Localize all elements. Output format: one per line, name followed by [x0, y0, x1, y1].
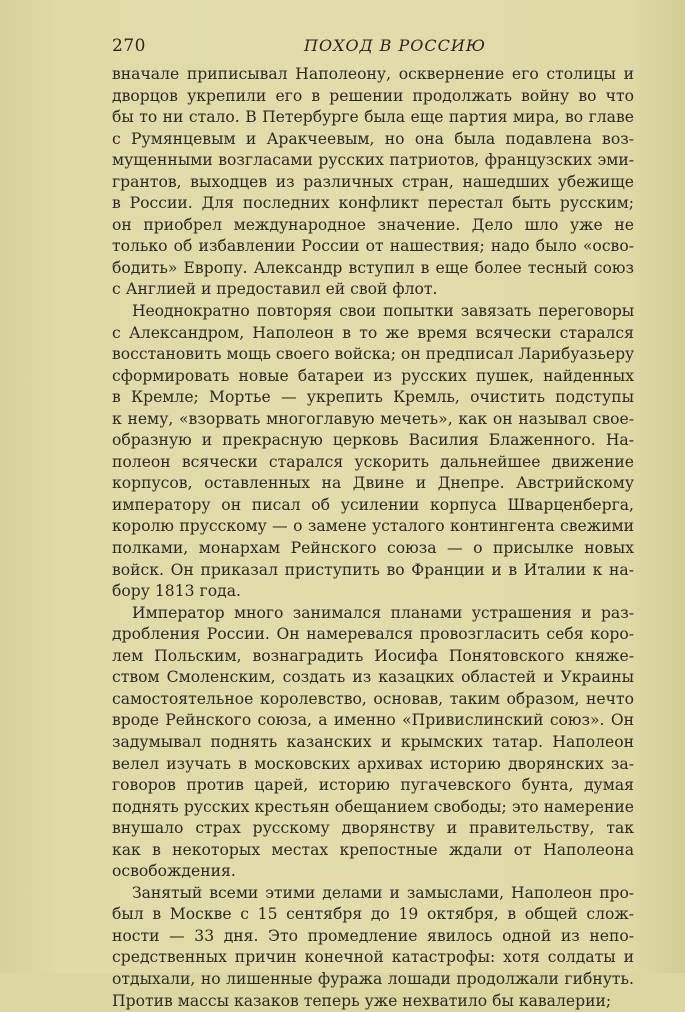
text-line: Против массы казаков теперь уже нехватило бы кавалерии; — [112, 991, 612, 1010]
text-line: Император много занимался планами устрашения и раз- — [132, 603, 634, 622]
text-line: бы то ни стало. В Петербурге была еще партия мира, во главе — [112, 108, 634, 127]
page-header — [112, 36, 632, 60]
text-line: мущенными возгласами русских патриотов, французских эми- — [112, 151, 634, 170]
text-line: Неоднократно повторяя свои попытки завязать переговоры — [132, 302, 634, 321]
text-line: он приобрел международное значение. Дело шло уже не — [112, 215, 634, 234]
text-line: к нему, «взорвать многоглавую мечеть», как он называл свое- — [112, 409, 634, 428]
text-line: полками, монархам Рейнского союза — о присылке новых — [112, 539, 634, 558]
paragraph — [112, 603, 634, 883]
text-line: ством Смоленским, создать из казацких областей и Украины — [112, 668, 634, 687]
text-line: сформировать новые батареи из русских пушек, найденных — [112, 366, 634, 385]
text-line: императору он писал об усилении корпуса Шварценберга, — [112, 495, 634, 514]
text-line: лем Польским, вознаградить Иосифа Понятовского княже- — [112, 646, 634, 665]
text-line: с Александром, Наполеон в то же время всячески старался — [112, 323, 634, 342]
text-line: только об избавлении России от нашествия; надо было «осво- — [112, 237, 634, 256]
text-line: велел изучать в московских архивах историю дворянских за- — [112, 754, 634, 773]
text-line: корпусов, оставленных на Двине и Днепре. Австрийскому — [112, 474, 634, 493]
text-line: дробления России. Он намеревался провозгласить себя коро- — [112, 625, 634, 644]
text-line: вроде Рейнского союза, а именно «Привислинский союз». Он — [112, 711, 634, 730]
text-line: освобождения. — [112, 862, 236, 881]
text-line: говоров против царей, историю пугачевского бунта, думая — [112, 776, 634, 795]
page-number: 270 — [112, 36, 146, 56]
text-line: был в Москве с 15 сентября до 19 октября, в общей слож- — [112, 905, 634, 924]
text-line: бодить» Европу. Александр вступил в еще более тесный союз — [112, 258, 634, 277]
text-line: задумывал поднять казанских и крымских татар. Наполеон — [112, 732, 634, 751]
text-line: самостоятельное королевство, основав, таким образом, нечто — [112, 689, 634, 708]
text-line: королю прусскому — о замене усталого контингента свежими — [112, 517, 634, 536]
text-line: с Англией и предоставил ей свой флот. — [112, 280, 438, 299]
text-line: с Румянцевым и Аракчеевым, но она была подавлена воз- — [112, 129, 634, 148]
text-line: как в некоторых местах крепостные ждали от Наполеона — [112, 840, 634, 859]
text-line: грантов, выходцев из различных стран, нашедших убежище — [112, 172, 634, 191]
text-line: поднять русских крестьян обещанием свободы; это намерение — [112, 797, 634, 816]
paragraph — [112, 64, 634, 301]
text-line: полеон всячески старался ускорить дальнейшее движение — [112, 452, 634, 471]
text-line: средственных причин конечной катастрофы: хотя солдаты и — [112, 948, 634, 967]
text-line: восстановить мощь своего войска; он предписал Ларибуазьеру — [112, 345, 635, 364]
running-title: ПОХОД В РОССИЮ — [304, 36, 486, 55]
text-line: ности — 33 дня. Это промедление явилось одной из непо- — [112, 926, 634, 945]
text-line: войск. Он приказал приступить во Франции и в Италии к на- — [112, 560, 634, 579]
paragraph — [112, 883, 634, 1012]
body-text — [112, 64, 634, 1012]
text-line: бору 1813 года. — [112, 582, 241, 601]
text-line: образную и прекрасную церковь Василия Блаженного. На- — [112, 431, 634, 450]
text-line: Занятый всеми этими делами и замыслами, Наполеон про- — [132, 883, 634, 902]
text-line: вначале приписывал Наполеону, осквернение его столицы и — [112, 65, 634, 83]
paragraph — [112, 301, 634, 603]
text-line: отдыхали, но лишенные фуража лошади продолжали гибнуть. — [112, 969, 634, 988]
text-line: дворцов укрепили его в решении продолжать войну во что — [112, 86, 634, 105]
text-line: в России. Для последних конфликт перестал быть русским; — [112, 194, 634, 213]
text-line: внушало страх русскому дворянству и правительству, так — [112, 819, 634, 838]
text-line: в Кремле; Мортье — укрепить Кремль, очистить подступы — [112, 388, 634, 407]
